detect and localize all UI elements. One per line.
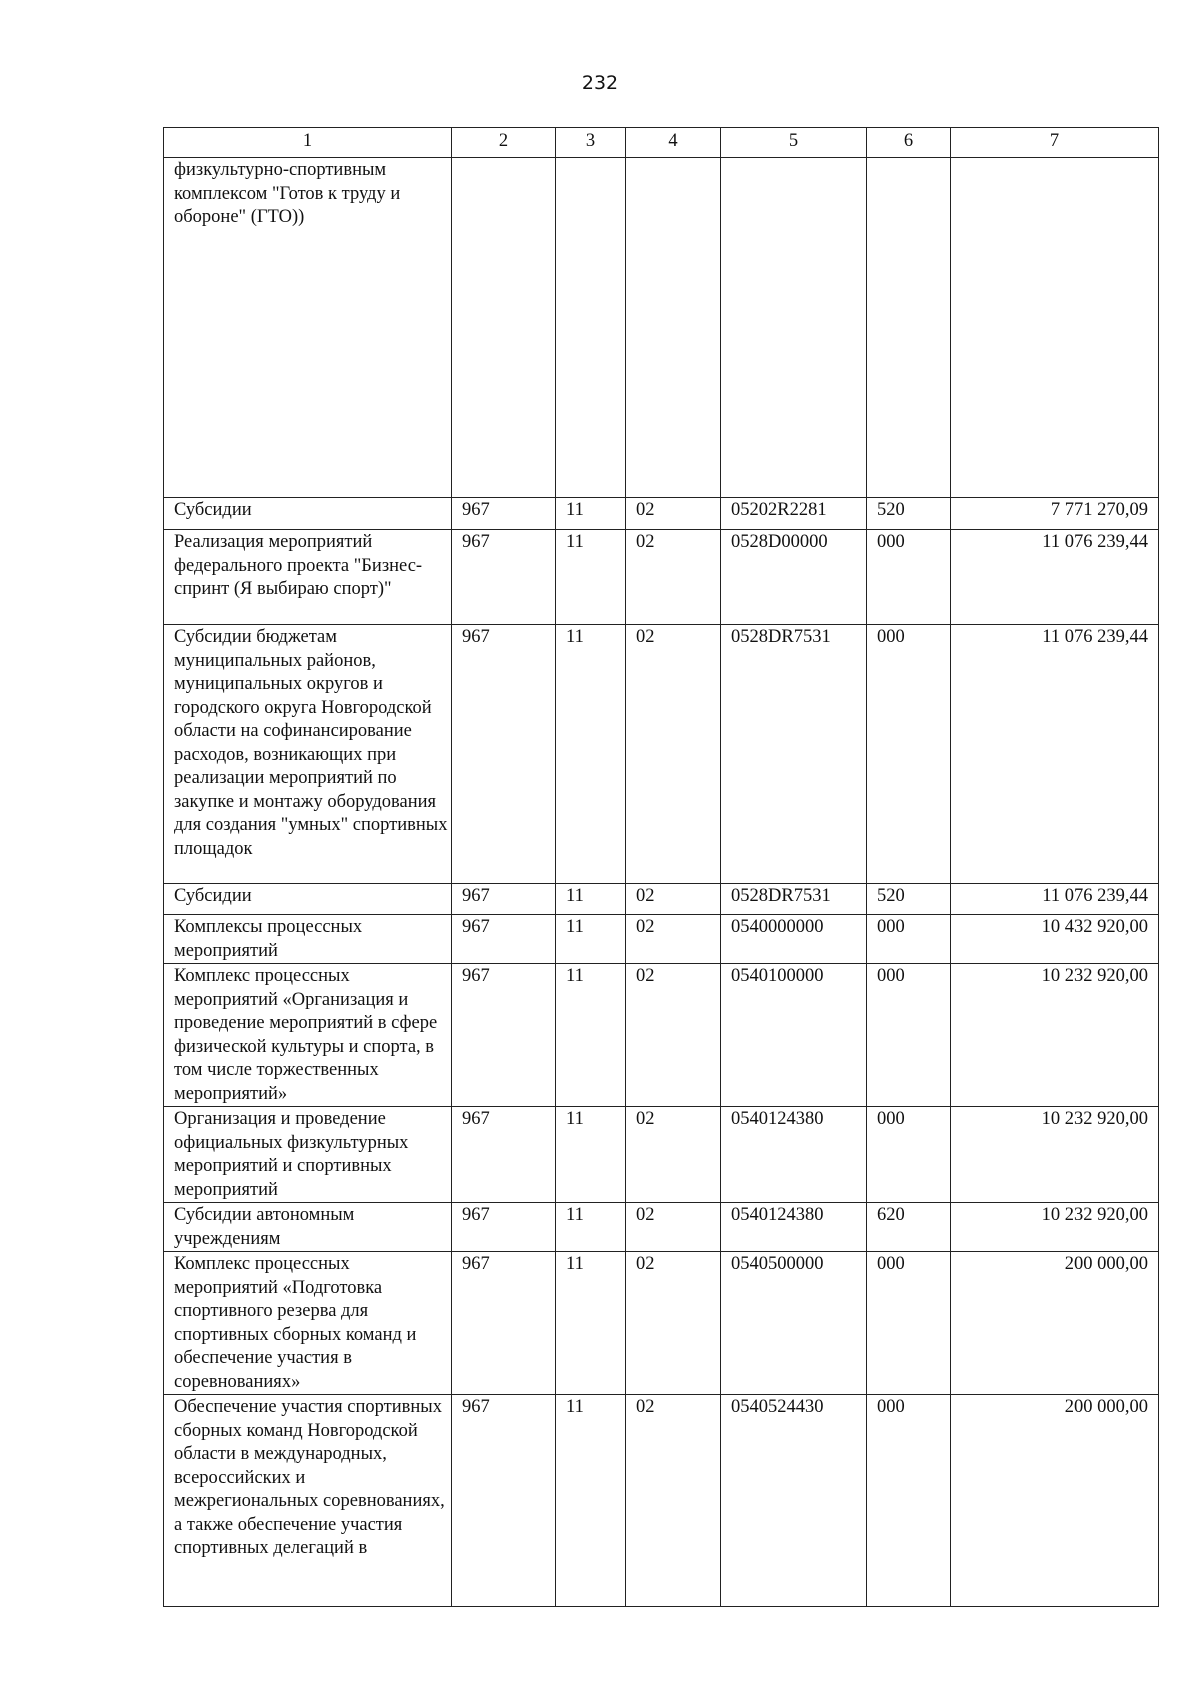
budget-table: [163, 127, 1159, 1607]
admin-code-cell: 967: [452, 964, 556, 1107]
amount-cell: 10 432 920,00: [951, 915, 1159, 964]
expense-type-cell: [867, 158, 951, 498]
table-row: [164, 1203, 1159, 1252]
admin-code-cell: 967: [452, 1203, 556, 1252]
section-code-cell: 11: [556, 1203, 626, 1252]
table-row: [164, 915, 1159, 964]
target-article-cell: 0540124380: [721, 1107, 867, 1203]
expense-type-cell: 000: [867, 1395, 951, 1607]
admin-code-cell: [452, 158, 556, 498]
table-row: [164, 884, 1159, 915]
target-article-cell: 0540100000: [721, 964, 867, 1107]
amount-cell: 10 232 920,00: [951, 1107, 1159, 1203]
section-code-cell: 11: [556, 915, 626, 964]
section-code-cell: 11: [556, 884, 626, 915]
admin-code-cell: 967: [452, 1107, 556, 1203]
table-row: [164, 1107, 1159, 1203]
row-description: Субсидии автономным учреждениям: [164, 1203, 452, 1252]
section-code-cell: 11: [556, 964, 626, 1107]
subsection-code-cell: 02: [626, 915, 721, 964]
admin-code-cell: 967: [452, 498, 556, 530]
page-number: 232: [581, 72, 619, 94]
expense-type-cell: 000: [867, 964, 951, 1107]
subsection-code-cell: 02: [626, 1107, 721, 1203]
admin-code-cell: 967: [452, 625, 556, 884]
section-code-cell: 11: [556, 1252, 626, 1395]
table-header-row: [164, 128, 1159, 158]
table-row: [164, 625, 1159, 884]
target-article-cell: 0540524430: [721, 1395, 867, 1607]
amount-cell: 7 771 270,09: [951, 498, 1159, 530]
column-header: 2: [452, 128, 556, 158]
amount-cell: [951, 158, 1159, 498]
amount-cell: 200 000,00: [951, 1395, 1159, 1607]
table-row: [164, 1395, 1159, 1607]
admin-code-cell: 967: [452, 884, 556, 915]
target-article-cell: 05202R2281: [721, 498, 867, 530]
section-code-cell: 11: [556, 1395, 626, 1607]
expense-type-cell: 520: [867, 498, 951, 530]
expense-type-cell: 520: [867, 884, 951, 915]
subsection-code-cell: 02: [626, 1395, 721, 1607]
row-description: Субсидии: [164, 498, 452, 530]
admin-code-cell: 967: [452, 1395, 556, 1607]
target-article-cell: 0528D00000: [721, 530, 867, 625]
target-article-cell: 0540500000: [721, 1252, 867, 1395]
row-description: Обеспечение участия спортивных сборных команд Новгородской области в международных, всероссийских и межрегиональных соревнованиях, а также обеспечение участия спортивных делегаций в: [164, 1395, 452, 1607]
expense-type-cell: 000: [867, 625, 951, 884]
section-code-cell: [556, 158, 626, 498]
table-row: [164, 498, 1159, 530]
row-description: Комплекс процессных мероприятий «Подготовка спортивного резерва для спортивных сборных команд и обеспечение участия в соревнованиях»: [164, 1252, 452, 1395]
subsection-code-cell: 02: [626, 884, 721, 915]
target-article-cell: [721, 158, 867, 498]
section-code-cell: 11: [556, 625, 626, 884]
column-header: 1: [164, 128, 452, 158]
amount-cell: 200 000,00: [951, 1252, 1159, 1395]
column-header: 6: [867, 128, 951, 158]
row-description: Организация и проведение официальных физкультурных мероприятий и спортивных мероприятий: [164, 1107, 452, 1203]
subsection-code-cell: 02: [626, 530, 721, 625]
expense-type-cell: 620: [867, 1203, 951, 1252]
amount-cell: 11 076 239,44: [951, 530, 1159, 625]
admin-code-cell: 967: [452, 915, 556, 964]
row-description: Комплексы процессных мероприятий: [164, 915, 452, 964]
column-header: 5: [721, 128, 867, 158]
column-header: 7: [951, 128, 1159, 158]
row-description: Комплекс процессных мероприятий «Организация и проведение мероприятий в сфере физической культуры и спорта, в том числе торжественных мероприятий»: [164, 964, 452, 1107]
subsection-code-cell: 02: [626, 1203, 721, 1252]
expense-type-cell: 000: [867, 1107, 951, 1203]
column-header: 3: [556, 128, 626, 158]
row-description: Субсидии бюджетам муниципальных районов, муниципальных округов и городского округа Новгородской области на софинансирование расходов, возникающих при реализации мероприятий по закупке и монтажу оборудования для создания "умных" спортивных площадок: [164, 625, 452, 884]
section-code-cell: 11: [556, 498, 626, 530]
subsection-code-cell: 02: [626, 625, 721, 884]
table-row: [164, 530, 1159, 625]
row-description: Реализация мероприятий федерального проекта "Бизнес-спринт (Я выбираю спорт)": [164, 530, 452, 625]
target-article-cell: 0540000000: [721, 915, 867, 964]
section-code-cell: 11: [556, 530, 626, 625]
admin-code-cell: 967: [452, 530, 556, 625]
expense-type-cell: 000: [867, 530, 951, 625]
target-article-cell: 0528DR7531: [721, 884, 867, 915]
target-article-cell: 0540124380: [721, 1203, 867, 1252]
amount-cell: 11 076 239,44: [951, 625, 1159, 884]
amount-cell: 10 232 920,00: [951, 1203, 1159, 1252]
row-description: физкультурно-спортивным комплексом "Готов к труду и обороне" (ГТО)): [164, 158, 452, 498]
table-row: [164, 964, 1159, 1107]
section-code-cell: 11: [556, 1107, 626, 1203]
row-description: Субсидии: [164, 884, 452, 915]
subsection-code-cell: [626, 158, 721, 498]
table-row: [164, 158, 1159, 498]
amount-cell: 11 076 239,44: [951, 884, 1159, 915]
table-row: [164, 1252, 1159, 1395]
column-header: 4: [626, 128, 721, 158]
subsection-code-cell: 02: [626, 964, 721, 1107]
subsection-code-cell: 02: [626, 498, 721, 530]
subsection-code-cell: 02: [626, 1252, 721, 1395]
expense-type-cell: 000: [867, 1252, 951, 1395]
admin-code-cell: 967: [452, 1252, 556, 1395]
expense-type-cell: 000: [867, 915, 951, 964]
amount-cell: 10 232 920,00: [951, 964, 1159, 1107]
target-article-cell: 0528DR7531: [721, 625, 867, 884]
